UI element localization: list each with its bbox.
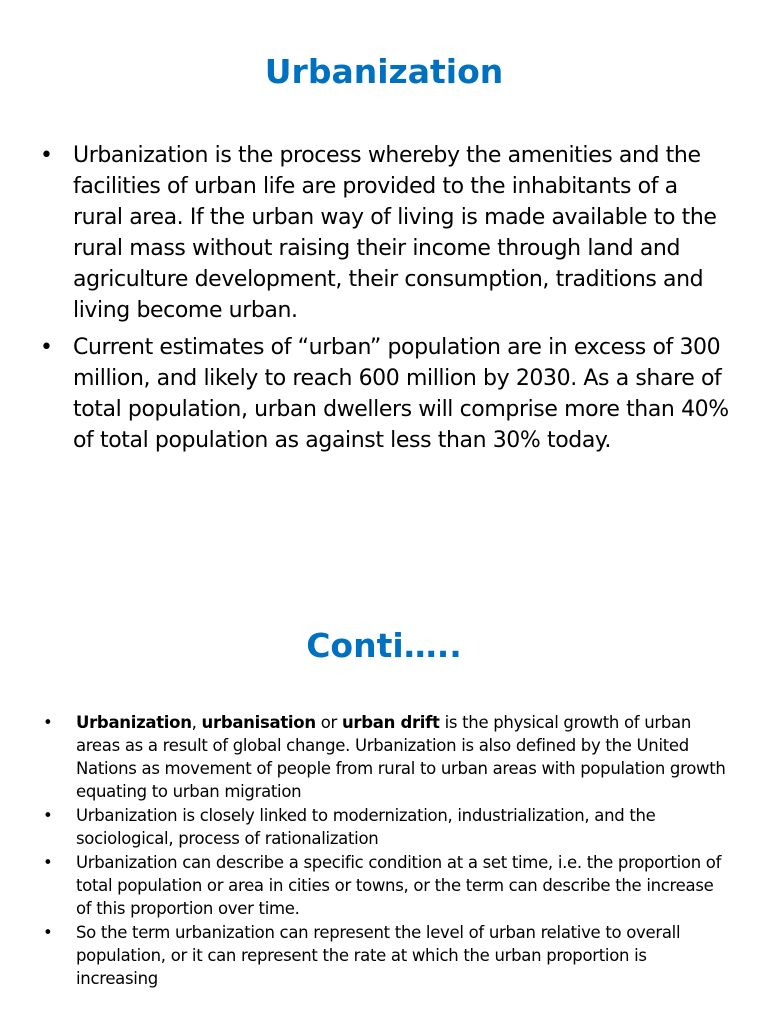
- bullet-icon: •: [43, 713, 53, 732]
- term-urbanisation: urbanisation: [201, 713, 316, 732]
- slide-title: Urbanization: [264, 52, 504, 91]
- slide-title: Conti…..: [306, 626, 462, 665]
- bullet-icon: •: [43, 853, 53, 872]
- bullet-icon: •: [43, 923, 53, 942]
- bullet-icon: •: [43, 806, 53, 825]
- list-item: [43, 711, 733, 803]
- bullet-text: Urbanization can describe a specific condition at a set time, i.e. the proportion of total population or area in cities or towns, or the term can describe the increase of this proportion over time.: [76, 853, 722, 918]
- list-item: [43, 921, 733, 990]
- bullet-text: Urbanization is closely linked to modernization, industrialization, and the sociological, process of rationalization: [76, 806, 656, 848]
- list-item: [40, 140, 730, 326]
- bullet-text: [76, 713, 726, 801]
- list-item: [40, 332, 730, 456]
- term-urban-drift: urban drift: [341, 713, 440, 732]
- definition-text: is the physical growth of urban areas as a result of global change. Urbanization is also defined by the United Nations as movement of people from rural to urban areas with population growth equating to urban migration: [76, 713, 726, 801]
- bullet-icon: •: [40, 143, 53, 168]
- bullet-list: [40, 140, 730, 462]
- bullet-icon: •: [40, 335, 53, 360]
- bullet-text: Current estimates of “urban” population are in excess of 300 million, and likely to reach 600 million by 2030. As a share of total population, urban dwellers will comprise more than 40% of total population as against less than 30% today.: [73, 335, 729, 453]
- bullet-text: Urbanization is the process whereby the amenities and the facilities of urban life are provided to the inhabitants of a rural area. If the urban way of living is made available to the rural mass without raising their income through land and agriculture development, their consumption, traditions and living become urban.: [73, 143, 717, 323]
- bullet-text: So the term urbanization can represent the level of urban relative to overall population, or it can represent the rate at which the urban proportion is increasing: [76, 923, 681, 988]
- list-item: [43, 851, 733, 920]
- slide-conti: [0, 512, 768, 1024]
- term-urbanization: Urbanization: [76, 713, 192, 732]
- separator: or: [315, 713, 342, 732]
- list-item: [43, 804, 733, 850]
- separator: ,: [191, 713, 202, 732]
- bullet-list: [43, 711, 733, 991]
